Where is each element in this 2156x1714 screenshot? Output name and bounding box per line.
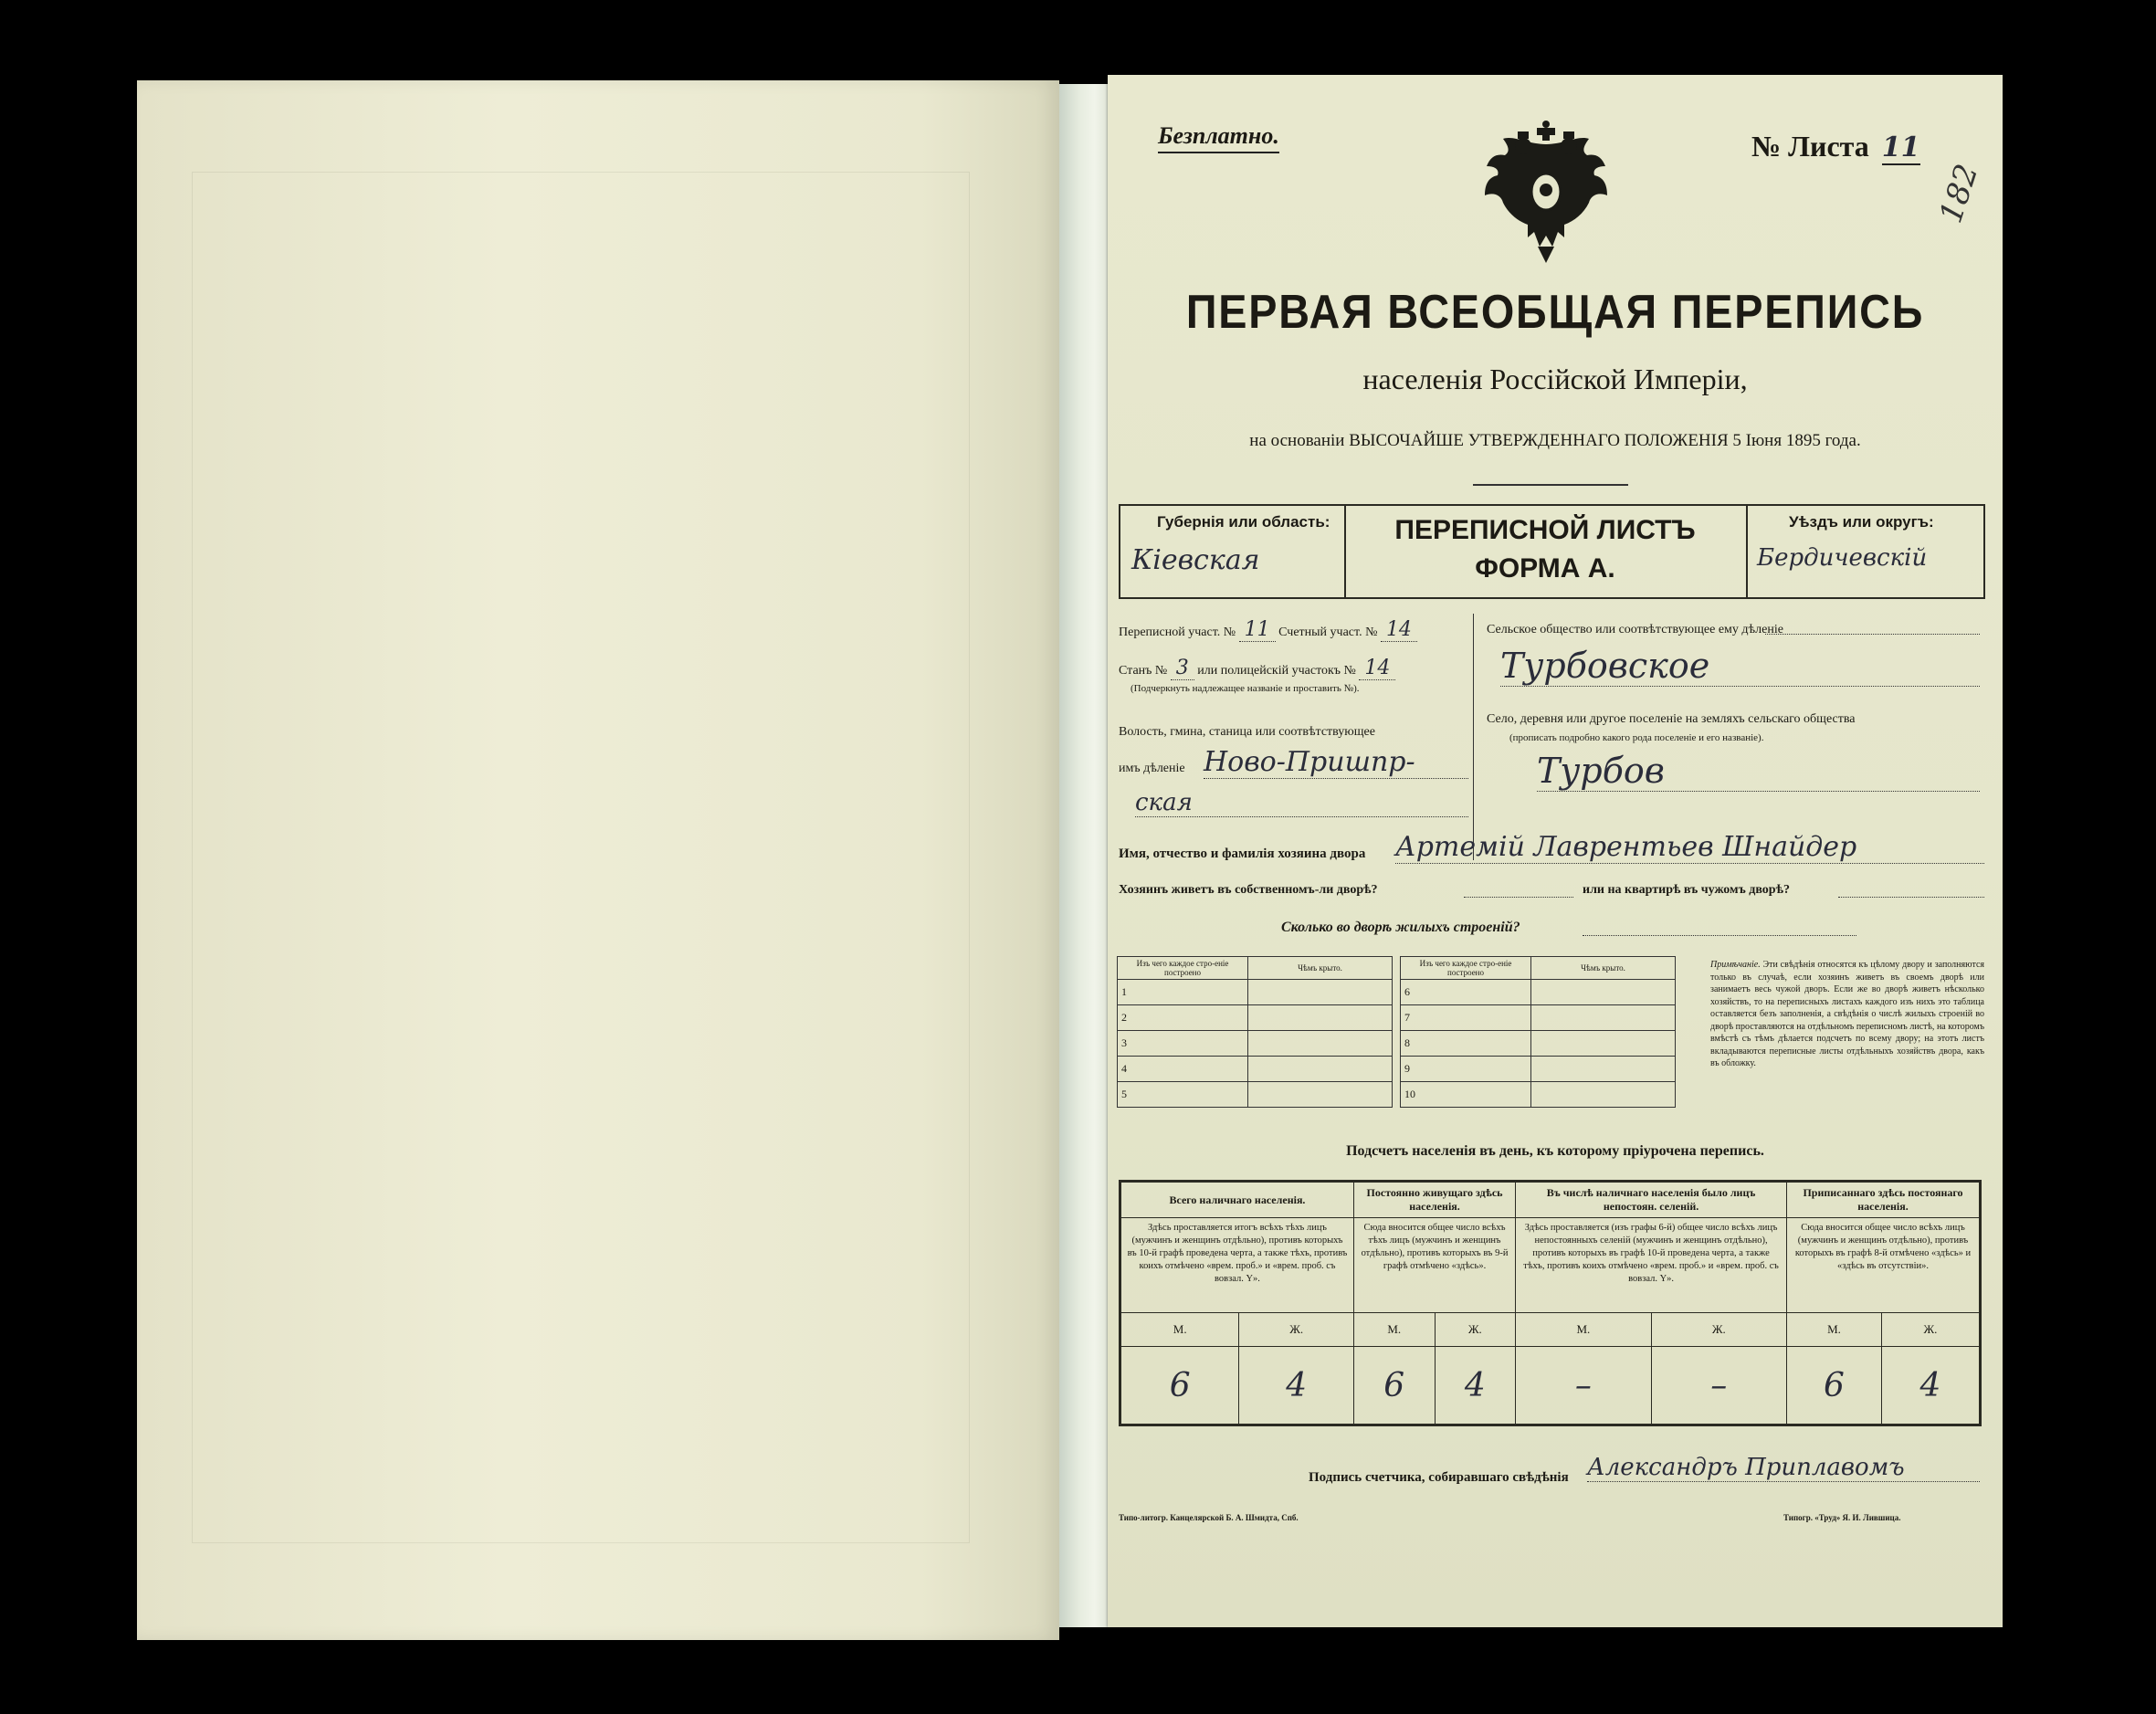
- census-form-page: [1108, 75, 2003, 1627]
- owner-label: Имя, отчество и фамилія хозяина двора: [1119, 846, 1366, 861]
- note-block: [1710, 959, 1984, 1070]
- province-cell: [1120, 506, 1346, 597]
- village-note: (прописать подробно какого рода поселеніе и его названіе).: [1509, 732, 1764, 743]
- female-label: Ж.: [1435, 1313, 1516, 1347]
- community-label: Сельское общество или соотвѣтствующее ему дѣленіе: [1487, 623, 1783, 636]
- form-name: ФОРМА А.: [1475, 553, 1615, 584]
- col-description: Здѣсь проставляется (изъ графы 6-й) общее число всѣхъ лицъ непостоянныхъ селеній (мужчинъ и женщинъ отдѣльно), противъ которыхъ въ графѣ 10-й проведена черта, а также тѣхъ, противъ коихъ отмѣчено «врем. проб.» и «врем. проб. съ вовзал. Y».: [1516, 1218, 1787, 1313]
- free-label: Безплатно.: [1158, 122, 1279, 153]
- male-label: М.: [1353, 1313, 1435, 1347]
- count-value: –: [1516, 1347, 1651, 1425]
- volost-label-2: имъ дѣленіе: [1119, 762, 1185, 775]
- sheet-number-value: 11: [1881, 131, 1920, 163]
- corner-number: 182: [1932, 159, 1986, 228]
- col-material-right: Изъ чего каждое стро-еніе построено: [1401, 957, 1531, 980]
- fields-divider: [1473, 614, 1474, 860]
- count-value: 6: [1120, 1347, 1239, 1425]
- signature-value: Александръ Приплавомъ: [1587, 1454, 1980, 1482]
- ornament-divider: [1473, 484, 1628, 486]
- volost-value-2: ская: [1135, 789, 1468, 817]
- col-header: Въ числѣ наличнаго населенія было лицъ непостоян. селеній.: [1516, 1182, 1787, 1218]
- buildings-question: Сколько во дворѣ жилыхъ строеній?: [1281, 920, 1520, 935]
- count-value: 6: [1787, 1347, 1882, 1425]
- col-roof-left: Чѣмъ крыто.: [1248, 957, 1393, 980]
- rented-line: [1838, 897, 1984, 898]
- police-label: или полицейскій участокъ №: [1197, 664, 1356, 678]
- col-material-left: Изъ чего каждое стро-еніе построено: [1118, 957, 1248, 980]
- volost-label-1: Волость, гмина, станица или соотвѣтствующее: [1119, 725, 1375, 739]
- community-label-line: [1765, 634, 1980, 635]
- own-house-line: [1464, 897, 1573, 898]
- village-label: Село, деревня или другое поселеніе на земляхъ сельскаго общества: [1487, 712, 1856, 726]
- signature-label: Подпись счетчика, собиравшаго свѣдѣнія: [1309, 1470, 1569, 1485]
- counting-district-value: 14: [1381, 618, 1417, 642]
- volost-value-1: Ново-Пришпр-: [1204, 746, 1468, 779]
- count-value: 4: [1435, 1347, 1516, 1425]
- main-title: ПЕРВАЯ ВСЕОБЩАЯ ПЕРЕПИСЬ: [1185, 286, 1925, 339]
- police-value: 14: [1359, 657, 1395, 680]
- female-label: Ж.: [1651, 1313, 1786, 1347]
- village-value: Турбов: [1537, 751, 1980, 792]
- female-label: Ж.: [1881, 1313, 1980, 1347]
- building-row-num: 8: [1401, 1031, 1531, 1057]
- community-value: Турбовское: [1500, 646, 1980, 687]
- note-text: Эти свѣдѣнія относятся къ цѣлому двору и заполняются только въ случаѣ, если хозяинъ живетъ въ своемъ дворѣ или занимаетъ весь чужой дворъ. Если же во дворѣ живетъ нѣсколько хозяйствъ, то на переписныхъ листахъ каждого изъ нихъ это таблица оставляется безъ заполненія, а свѣдѣнія о числѣ жилыхъ строеній во дворѣ проставляются на отдѣльномъ переписномъ листѣ, на которомъ вмѣстѣ съ тѣмъ дѣлается подсчетъ по всему двору; на этотъ листъ вкладываются переписные листы отдѣльныхъ хозяйствъ двора, какъ въ обложку.: [1710, 960, 1984, 1068]
- count-value: 4: [1881, 1347, 1980, 1425]
- col-roof-right: Чѣмъ крыто.: [1531, 957, 1676, 980]
- rented-label: или на квартирѣ въ чужомъ дворѣ?: [1583, 883, 1790, 897]
- bleed-through-ghost: [192, 172, 970, 1543]
- stan-value: 3: [1171, 657, 1194, 680]
- note-title: Примѣчаніе.: [1710, 960, 1761, 970]
- form-header-box: [1119, 504, 1985, 599]
- census-district-row: [1119, 618, 1466, 641]
- count-value: 6: [1353, 1347, 1435, 1425]
- col-header: Приписаннаго здѣсь постоянаго населенія.: [1787, 1182, 1981, 1218]
- buildings-question-line: [1583, 935, 1856, 936]
- count-value: 4: [1239, 1347, 1354, 1425]
- census-district-value: 11: [1239, 618, 1276, 642]
- district-label: Уѣздъ или округъ:: [1789, 513, 1934, 531]
- binding-strip: [1059, 84, 1110, 1627]
- population-table-wrap: [1119, 1180, 1982, 1426]
- buildings-table-wrap: [1117, 956, 1676, 1108]
- building-row-num: 4: [1118, 1057, 1248, 1082]
- own-house-label: Хозяинъ живетъ въ собственномъ-ли дворѣ?: [1119, 883, 1378, 897]
- province-value: Кіевская: [1131, 544, 1260, 576]
- building-row-num: 2: [1118, 1005, 1248, 1031]
- left-blank-page: [137, 80, 1059, 1640]
- basis-line: на основаніи ВЫСОЧАЙШЕ УТВЕРЖДЕННАГО ПОЛОЖЕНІЯ 5 Іюня 1895 года.: [1249, 431, 1861, 450]
- province-label: Губернія или область:: [1157, 513, 1330, 531]
- stan-row: [1119, 657, 1466, 679]
- buildings-table: [1117, 956, 1676, 1108]
- building-row-num: 9: [1401, 1057, 1531, 1082]
- col-description: Сюда вносится общее число всѣхъ лицъ (мужчинъ и женщинъ отдѣльно), противъ которыхъ въ графѣ 8-й отмѣчено «здѣсь» и «здѣсь въ отсутствіи».: [1787, 1218, 1981, 1313]
- building-row-num: 6: [1401, 980, 1531, 1005]
- census-district-label: Переписной участ. №: [1119, 626, 1236, 639]
- stan-note: (Подчеркнуть надлежащее названіе и проставить №).: [1131, 683, 1360, 694]
- counting-district-label: Счетный участ. №: [1278, 626, 1378, 639]
- building-row-num: 7: [1401, 1005, 1531, 1031]
- building-row-num: 5: [1118, 1082, 1248, 1108]
- col-header: Всего наличнаго населенія.: [1120, 1182, 1354, 1218]
- owner-value: Артемій Лаврентьев Шнайдер: [1395, 831, 1984, 864]
- building-row-num: 1: [1118, 980, 1248, 1005]
- building-row-num: 3: [1118, 1031, 1248, 1057]
- col-description: Здѣсь проставляется итогъ всѣхъ тѣхъ лицъ (мужчинъ и женщинъ отдѣльно), противъ которыхъ въ 10-й графѣ проведена черта, а также тѣхъ, противъ коихъ отмѣчено «врем. проб.» и «врем. проб. съ вовзал. Y».: [1120, 1218, 1354, 1313]
- col-header: Постоянно живущаго здѣсь населенія.: [1353, 1182, 1515, 1218]
- building-row-num: 10: [1401, 1082, 1531, 1108]
- sheet-title: ПЕРЕПИСНОЙ ЛИСТЪ: [1394, 515, 1696, 545]
- stan-label: Станъ №: [1119, 664, 1168, 678]
- double-headed-eagle-icon: [1478, 119, 1614, 265]
- count-section-title: Подсчетъ населенія въ день, къ которому пріурочена перепись.: [1346, 1143, 1764, 1159]
- district-value: Бердичевскій: [1757, 544, 1928, 572]
- female-label: Ж.: [1239, 1313, 1354, 1347]
- sheet-number-label: № Листа: [1751, 130, 1869, 163]
- male-label: М.: [1787, 1313, 1882, 1347]
- population-table: [1119, 1180, 1982, 1426]
- district-cell: [1746, 506, 1985, 597]
- subtitle: населенія Россійской Имперіи,: [1362, 363, 1748, 395]
- count-value: –: [1651, 1347, 1786, 1425]
- left-imprint: Типо-литогр. Канцелярской Б. А. Шмидта, Спб.: [1119, 1513, 1299, 1522]
- male-label: М.: [1516, 1313, 1651, 1347]
- male-label: М.: [1120, 1313, 1239, 1347]
- col-description: Сюда вносится общее число всѣхъ тѣхъ лицъ (мужчинъ и женщинъ отдѣльно), противъ которыхъ въ 9-й графѣ отмѣчено «здѣсь».: [1353, 1218, 1515, 1313]
- right-imprint: Типогр. «Труд» Я. И. Лившица.: [1783, 1513, 1901, 1522]
